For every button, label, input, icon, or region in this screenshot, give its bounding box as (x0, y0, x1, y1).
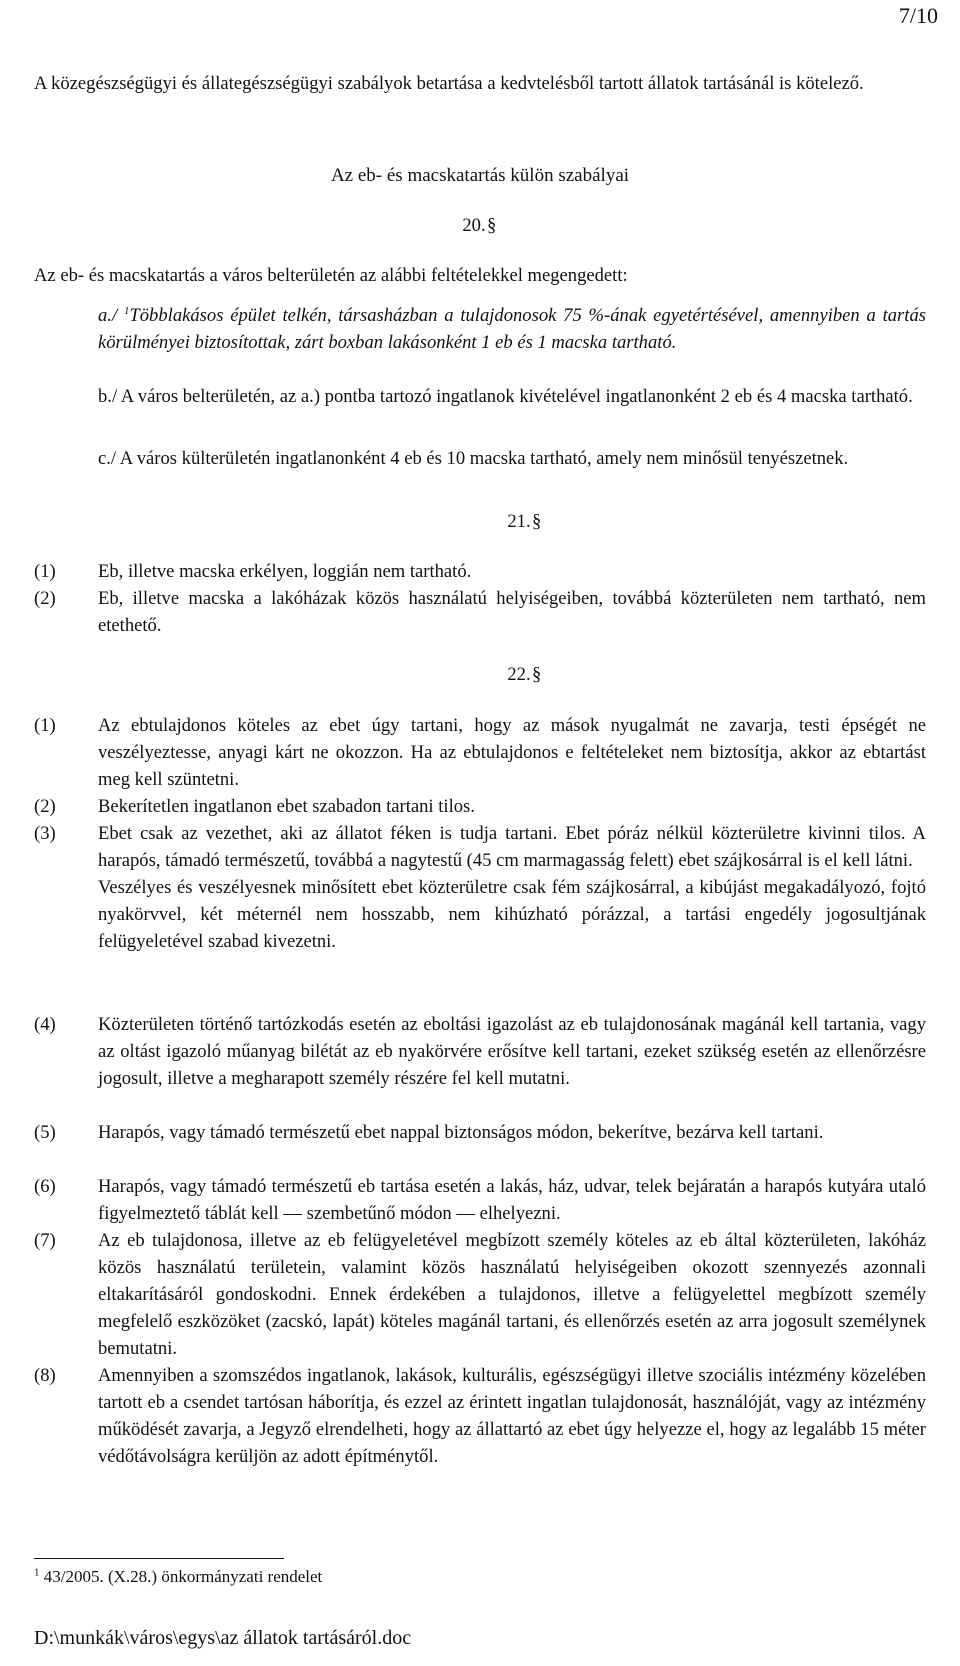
sec22-item-7 (34, 1227, 926, 1362)
sec21-item-2 (34, 585, 926, 639)
item-number: (6) (34, 1176, 56, 1197)
item-number: (2) (34, 796, 56, 817)
section-20-number (0, 212, 960, 239)
section-21-number (0, 508, 960, 535)
footnote-number: 1 (34, 1566, 40, 1579)
item-number: (1) (34, 715, 56, 736)
sec22-item-1 (34, 712, 926, 793)
point-a-text: Többlakásos épület telkén, társasházban a tulajdonosok 75 %-ának egyetértésével, amennyiben a tartás körülményei biztosítottak, zárt boxban lakásonként 1 eb és 1 macska tartható. (98, 305, 926, 353)
point-b: b./ A város belterületén, az a.) pontba tartozó ingatlanok kivételével ingatlanonként 2 eb és 4 macska tartható. (98, 386, 913, 407)
section-number: 20. (462, 215, 486, 236)
sec22-item-6 (34, 1173, 926, 1227)
item-number: (2) (34, 588, 56, 609)
section-symbol: § (486, 215, 497, 236)
sec22-item-3 (34, 820, 926, 955)
sec22-item-2 (34, 793, 926, 820)
item-text: Bekerítetlen ingatlanon ebet szabadon tartani tilos. (98, 796, 475, 817)
item-number: (7) (34, 1230, 56, 1251)
sec22-item-8 (34, 1362, 926, 1470)
footnote (34, 1565, 322, 1589)
item-text: Az ebtulajdonos köteles az ebet úgy tartani, hogy az mások nyugalmát ne zavarja, testi épségét ne veszélyeztesse, anyagi kárt ne okozzon. Ha az ebtulajdonos e feltételeket nem biztosítja, akkor az ebtartást meg kell szüntetni. (98, 715, 926, 790)
item-number: (5) (34, 1122, 56, 1143)
item-number: (4) (34, 1014, 56, 1035)
section-20-lead: Az eb- és macskatartás a város belterületén az alábbi feltételekkel megengedett: (34, 265, 628, 286)
section-number: 22. (507, 664, 531, 685)
item-text: Az eb tulajdonosa, illetve az eb felügyeletével megbízott személy köteles az eb által közterületen, lakóház közös használatú területein, valamint közös használatú helyiségeiben okozott szennyezés azonnali eltakarításáról gondoskodni. Ennek érdekében a tulajdonos, illetve a felügyelettel megbízott személy megfelelő eszközöket (zacskó, lapát) köteles magánál tartani, és ellenőrzés esetén az arra jogosult személynek bemutatni. (98, 1230, 926, 1359)
section-heading: Az eb- és macskatartás külön szabályai (330, 165, 630, 186)
item-text: Amennyiben a szomszédos ingatlanok, lakások, kulturális, egészségügyi illetve szociális intézmény közelében tartott eb a csendet tartósan háborítja, és ezzel az érintett ingatlan tulajdonosát, használóját, vagy az intézmény működését zavarja, a Jegyző elrendelheti, hogy az állattartó az ebet úgy helyezze el, hogy az legalább 15 méter védőtávolságra kerüljön az adott építménytől. (98, 1365, 926, 1467)
section-symbol: § (531, 511, 542, 532)
section-symbol: § (531, 664, 542, 685)
item-text: Harapós, vagy támadó természetű eb tartása esetén a lakás, ház, udvar, telek bejáratán a harapós kutyára utaló figyelmeztető táblát kell — szembetűnő módon — elhelyezni. (98, 1176, 926, 1224)
page-number: 7/10 (898, 3, 938, 28)
intro-paragraph: A közegészségügyi és állategészségügyi szabályok betartása a kedvtelésből tartott állatok tartásánál is kötelező. (34, 73, 864, 94)
footnote-separator (34, 1558, 284, 1559)
sec22-item-4 (34, 1011, 926, 1092)
item-text: Eb, illetve macska erkélyen, loggián nem tartható. (98, 561, 472, 582)
footnote-text: 43/2005. (X.28.) önkormányzati rendelet (43, 1567, 323, 1586)
item-text: Eb, illetve macska a lakóházak közös használatú helyiségeiben, továbbá közterületen nem tartható, nem etethető. (98, 588, 926, 636)
item-text: Harapós, vagy támadó természetű ebet nappal biztonságos módon, bekerítve, bezárva kell tartani. (98, 1122, 824, 1143)
item-text: Közterületen történő tartózkodás esetén az eboltási igazolást az eb tulajdonosának magánál kell tartania, vagy az oltást igazoló műanyag bilétát az eb nyakörvére erősítve kell tartani, ezeket szükség esetén az ellenőrzésre jogosult, illetve a megharapott személy részére fel kell mutatni. (98, 1014, 926, 1089)
item-number: (8) (34, 1365, 56, 1386)
sec22-item-5 (34, 1119, 926, 1146)
point-a-prefix: a./ (98, 305, 118, 326)
item-number: (3) (34, 823, 56, 844)
item-number: (1) (34, 561, 56, 582)
point-a (98, 302, 926, 356)
sec21-item-1 (34, 558, 926, 585)
section-22-number (0, 661, 960, 688)
footer-file-path: D:\munkák\város\egys\az állatok tartásáról.doc (34, 1627, 412, 1649)
item-text-continued: Veszélyes és veszélyesnek minősített ebet közterületre csak fém szájkosárral, a kibújást megakadályozó, fojtó nyakörvvel, két méternél nem hosszabb, nem kihúzható pórázzal, a tartási engedély jogosultjának felügyeletével szabad kivezetni. (98, 877, 926, 952)
footnote-ref: 1 (123, 304, 130, 317)
item-text: Ebet csak az vezethet, aki az állatot féken is tudja tartani. Ebet póráz nélkül közterületre kivinni tilos. A harapós, támadó természetű, továbbá a nagytestű (45 cm marmagasság felett) ebet szájkosárral is el kell látni. (98, 823, 926, 871)
section-number: 21. (507, 511, 531, 532)
point-c: c./ A város külterületén ingatlanonként 4 eb és 10 macska tartható, amely nem minősül tenyészetnek. (98, 448, 849, 469)
item-text-block (98, 820, 926, 955)
